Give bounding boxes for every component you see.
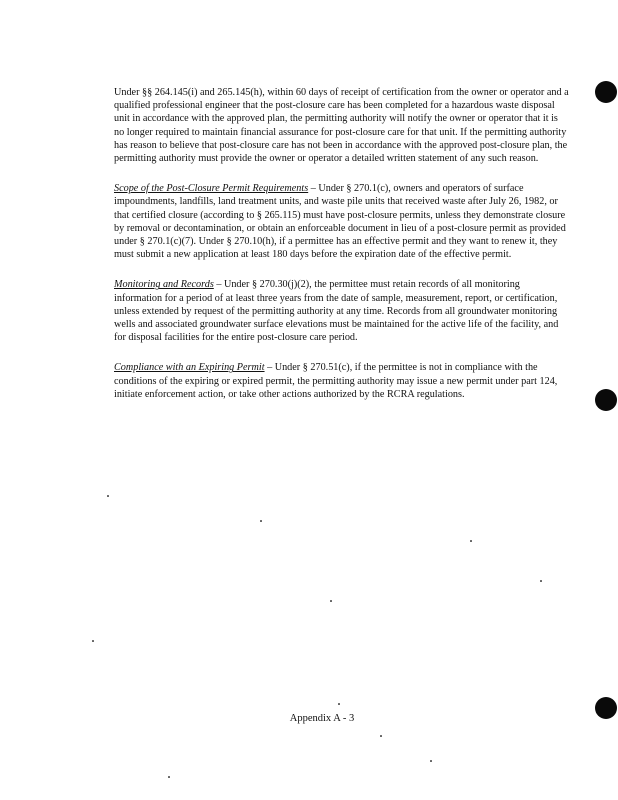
paragraph-heading: Scope of the Post-Closure Permit Requirements xyxy=(114,183,309,195)
paragraph-text: – Under § 270.1(c), owners and operators of surface impoundments, landfills, land treatment units, and waste pile units that received waste after July 26, 1982, or that certified closure (according to § 265.115) must have post-closure permits, unless they demonstrate closure by removal or decontamination, or obtain an enforceable document in lieu of a post-closure permit as provided under § 270.1(c)(7). Under § 270.10(h), if a permittee has an effective permit and they want to renew it, they must submit a new application at least 180 days before the expiration date of the effective permit. xyxy=(114,183,566,261)
punch-hole-top xyxy=(595,81,617,103)
scan-speck xyxy=(260,520,262,522)
scan-speck xyxy=(430,760,432,762)
scan-speck xyxy=(338,703,340,705)
paragraph-text: – Under § 270.51(c), if the permittee is not in compliance with the conditions of the expiring or expired permit, the permitting authority may issue a new permit under part 124, initiate enforcement action, or take other actions authorized by the RCRA regulations. xyxy=(114,362,558,400)
scan-speck xyxy=(168,776,170,778)
scan-speck xyxy=(330,600,332,602)
scan-speck xyxy=(380,735,382,737)
page-footer xyxy=(0,713,618,724)
footer-label: Appendix A - 3 xyxy=(289,713,355,724)
scan-speck xyxy=(540,580,542,582)
paragraph-text: – Under § 270.30(j)(2), the permittee must retain records of all monitoring information for a period of at least three years from the date of sample, measurement, report, or certification, unless extended by request of the permitting authority at any time. Records from all groundwater monitoring wells and associated groundwater surface elevations must be maintained for the active life of the facility, and for disposal facilities for the entire post-closure care period. xyxy=(114,279,559,344)
paragraph-heading: Monitoring and Records xyxy=(114,279,214,291)
scan-speck xyxy=(92,640,94,642)
punch-hole-middle xyxy=(595,389,617,411)
scan-speck xyxy=(470,540,472,542)
body-text xyxy=(114,86,569,418)
paragraph-scope xyxy=(114,182,569,261)
paragraph-heading: Compliance with an Expiring Permit xyxy=(114,362,265,374)
paragraph-monitoring xyxy=(114,278,569,344)
paragraph-compliance xyxy=(114,361,569,401)
scan-speck xyxy=(107,495,109,497)
paragraph-text: Under §§ 264.145(i) and 265.145(h), within 60 days of receipt of certification from the owner or operator and a qualified professional engineer that the post-closure care has been completed for a hazardous waste disposal unit in accordance with the approved plan, the permitting authority will notify the owner or operator that it is no longer required to maintain financial assurance for post-closure care for that unit. If the permitting authority has reason to believe that post-closure care has not been in accordance with the approved post-closure plan, the permitting authority must provide the owner or operator a detailed written statement of any such reason. xyxy=(114,87,569,165)
paragraph-post-closure-release xyxy=(114,86,569,165)
